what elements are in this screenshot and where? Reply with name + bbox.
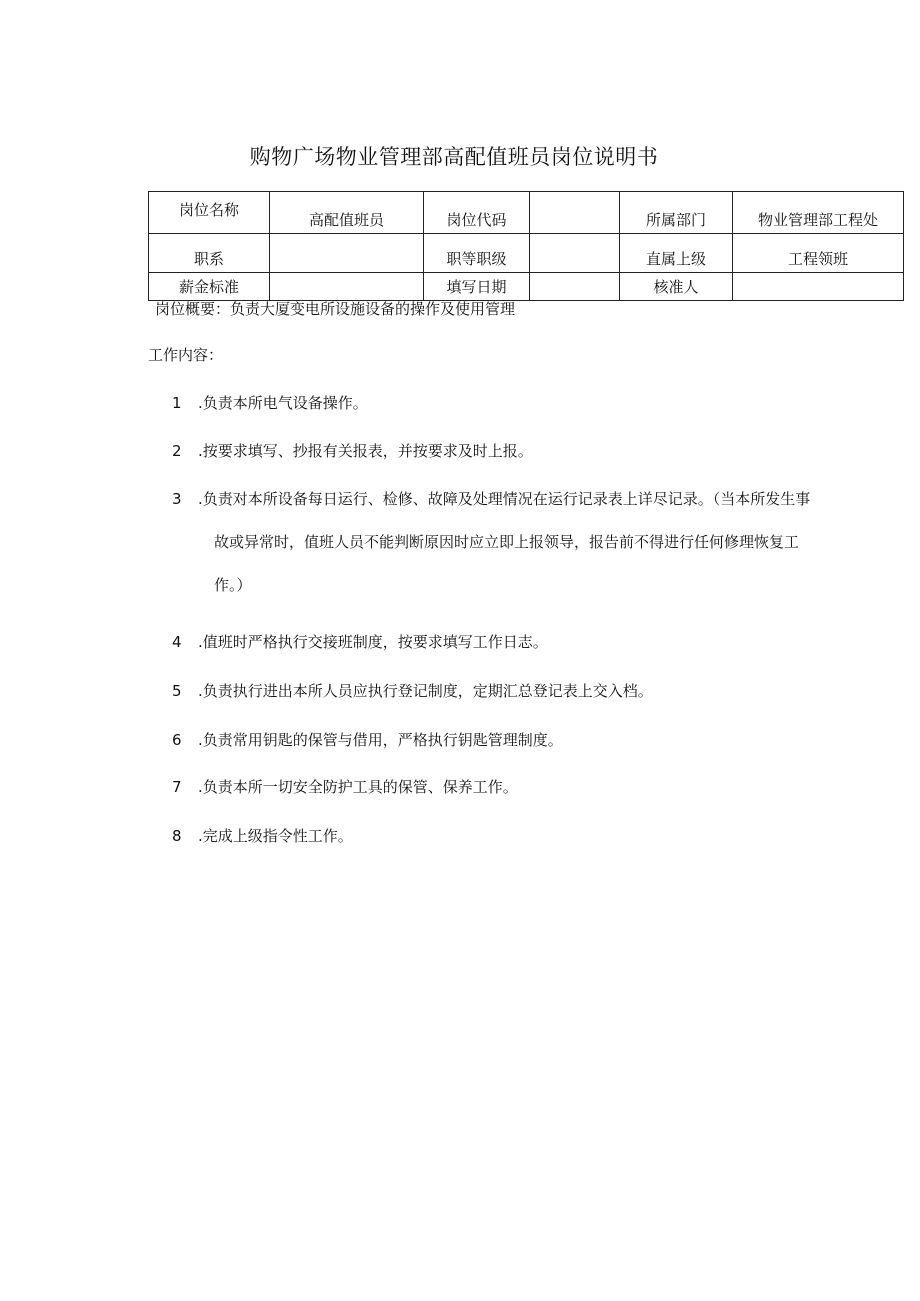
task-item-8 bbox=[172, 825, 907, 846]
cell-label-department: 所属部门 bbox=[620, 192, 733, 234]
task-text-continued: 故或异常时，值班人员不能判断原因时应立即上报领导，报告前不得进行任何修理恢复工 bbox=[214, 533, 800, 551]
task-item-4 bbox=[172, 631, 907, 652]
task-text: .负责执行进出本所人员应执行登记制度，定期汇总登记表上交入档。 bbox=[198, 682, 653, 700]
cell-label-salary: 薪金标准 bbox=[149, 273, 270, 301]
task-number: 5 bbox=[172, 682, 182, 700]
task-item-3 bbox=[172, 488, 907, 595]
cell-label-supervisor: 直属上级 bbox=[620, 234, 733, 273]
cell-department: 物业管理部工程处 bbox=[733, 192, 904, 234]
task-text: .负责本所电气设备操作。 bbox=[198, 394, 368, 412]
task-number: 2 bbox=[172, 442, 182, 460]
work-content-label: 工作内容： bbox=[148, 346, 224, 364]
job-summary: 岗位概要：负责大厦变电所设施设备的操作及使用管理 bbox=[155, 300, 516, 318]
task-number: 3 bbox=[172, 490, 182, 508]
cell-label-fill-date: 填写日期 bbox=[424, 273, 530, 301]
cell-position-code bbox=[530, 192, 620, 234]
task-item-5 bbox=[172, 680, 907, 701]
task-number: 6 bbox=[172, 731, 182, 749]
cell-job-family bbox=[270, 234, 424, 273]
task-text: .负责本所一切安全防护工具的保管、保养工作。 bbox=[198, 778, 518, 796]
cell-label-grade: 职等职级 bbox=[424, 234, 530, 273]
task-number: 8 bbox=[172, 827, 182, 845]
cell-grade bbox=[530, 234, 620, 273]
task-text-continued: 作。） bbox=[214, 576, 252, 594]
task-text: .值班时严格执行交接班制度，按要求填写工作日志。 bbox=[198, 633, 548, 651]
table-row bbox=[149, 273, 904, 301]
document-title: 购物广场物业管理部高配值班员岗位说明书 bbox=[249, 145, 659, 169]
task-number: 1 bbox=[172, 394, 182, 412]
task-number: 7 bbox=[172, 778, 182, 796]
task-text: .按要求填写、抄报有关报表，并按要求及时上报。 bbox=[198, 442, 533, 460]
job-info-table bbox=[148, 191, 904, 301]
task-text: .负责对本所设备每日运行、检修、故障及处理情况在运行记录表上详尽记录。（当本所发生事 bbox=[198, 490, 811, 508]
cell-approver bbox=[733, 273, 904, 301]
task-text: .完成上级指令性工作。 bbox=[198, 827, 353, 845]
cell-supervisor: 工程领班 bbox=[733, 234, 904, 273]
task-text: .负责常用钥匙的保管与借用，严格执行钥匙管理制度。 bbox=[198, 731, 563, 749]
table-row bbox=[149, 234, 904, 273]
cell-label-job-family: 职系 bbox=[149, 234, 270, 273]
cell-label-approver: 核准人 bbox=[620, 273, 733, 301]
task-item-2 bbox=[172, 440, 907, 461]
task-item-1 bbox=[172, 392, 907, 413]
table-row bbox=[149, 192, 904, 234]
task-number: 4 bbox=[172, 633, 182, 651]
cell-position-name: 高配值班员 bbox=[270, 192, 424, 234]
task-item-7 bbox=[172, 776, 907, 797]
task-item-6 bbox=[172, 729, 907, 750]
cell-salary bbox=[270, 273, 424, 301]
cell-label-position-code: 岗位代码 bbox=[424, 192, 530, 234]
cell-fill-date bbox=[530, 273, 620, 301]
cell-label-position-name: 岗位名称 bbox=[149, 192, 270, 234]
